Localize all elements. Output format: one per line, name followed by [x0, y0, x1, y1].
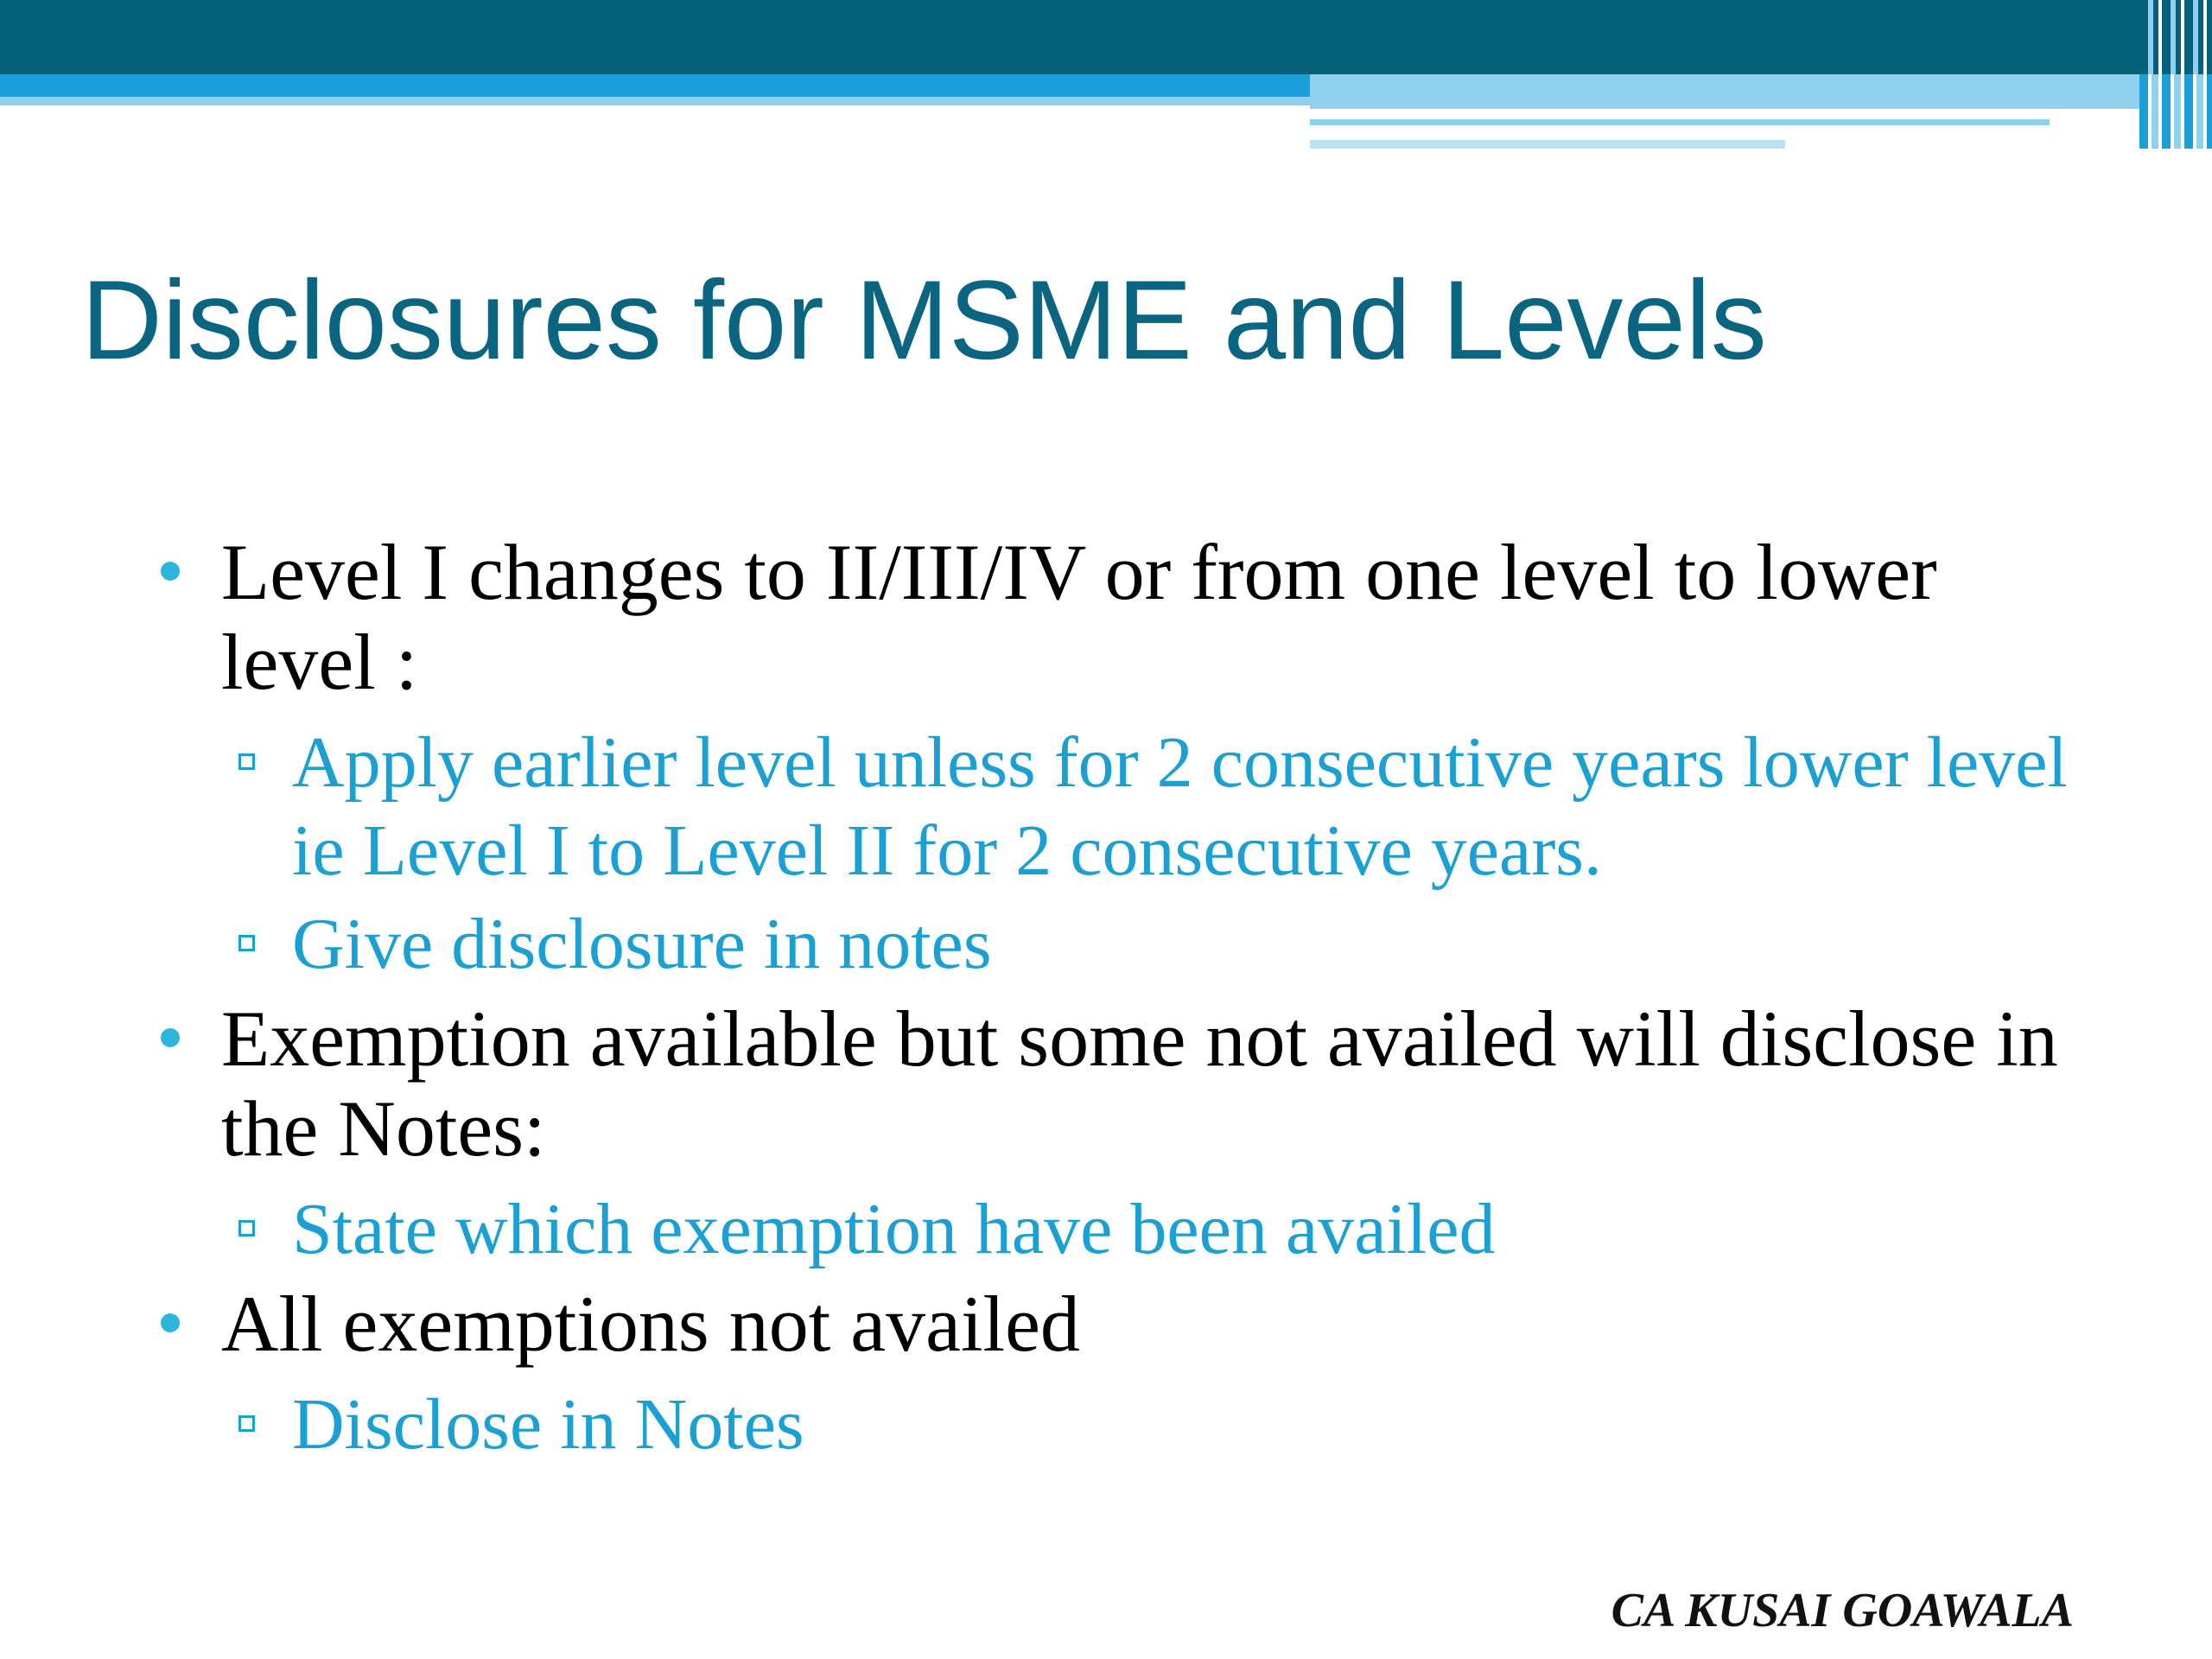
- round-bullet-icon: [161, 1028, 180, 1047]
- header-band-gap: [1310, 109, 2050, 119]
- square-bullet-icon: [238, 1415, 255, 1432]
- bullet-text: All exemptions not availed: [221, 1280, 1080, 1368]
- slide-title: Disclosures for MSME and Levels: [81, 257, 1767, 383]
- sub-bullet-item: [0, 719, 2107, 895]
- sub-bullet-text: Give disclosure in notes: [292, 904, 992, 984]
- bullet-item: [0, 527, 2105, 707]
- sub-bullet-text: Apply earlier level unless for 2 consecutive years lower level ie Level I to Level II for 2 consecutive years.: [292, 722, 2068, 891]
- square-bullet-icon: [238, 753, 255, 770]
- header-band-light: [0, 97, 1310, 105]
- bullet-text: Level I changes to II/III/IV or from one level to lower level :: [221, 528, 1937, 706]
- header-band-right-line-secondary: [1310, 140, 1785, 149]
- header-band-dark: [0, 0, 2212, 74]
- sub-bullet-text: Disclose in Notes: [292, 1384, 804, 1465]
- bullet-item: [0, 1279, 2105, 1369]
- sub-bullet-item: [0, 900, 2107, 988]
- round-bullet-icon: [161, 1313, 180, 1332]
- sub-bullet-text: State which exemption have been availed: [292, 1189, 1496, 1269]
- bullet-text: Exemption available but some not availed will disclose in the Notes:: [221, 995, 2058, 1173]
- slide-footer-author: CA KUSAI GOAWALA: [1611, 1584, 2074, 1637]
- header-band-right-line: [1310, 119, 2050, 125]
- bullet-item: [0, 994, 2105, 1173]
- header-band-right: [1310, 74, 2212, 109]
- square-bullet-icon: [238, 1220, 255, 1236]
- header-stripes-lower: [2139, 74, 2212, 149]
- sub-bullet-item: [0, 1185, 2107, 1274]
- sub-bullet-item: [0, 1381, 2107, 1469]
- header-band-blue: [0, 74, 1310, 97]
- slide-content: [0, 527, 2212, 1474]
- square-bullet-icon: [238, 935, 255, 951]
- round-bullet-icon: [161, 562, 180, 581]
